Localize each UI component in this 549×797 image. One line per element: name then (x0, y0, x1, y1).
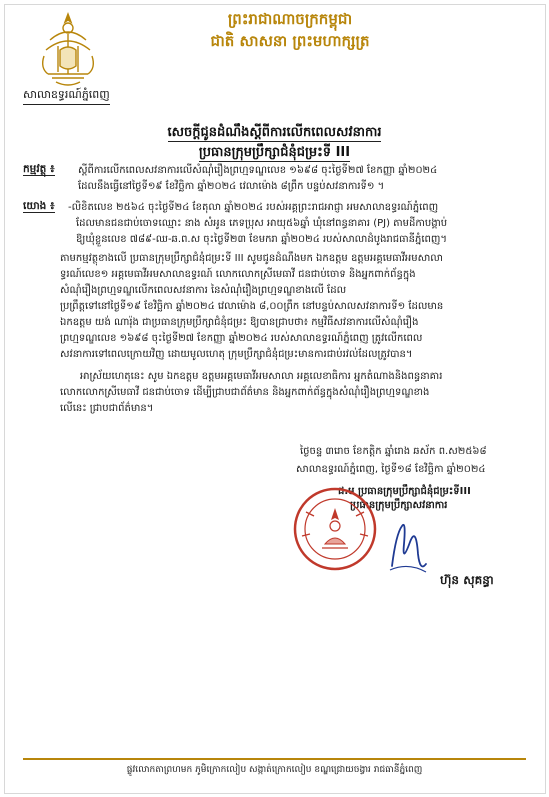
signer-name: ហ៊ុន សុគន្ធា (440, 573, 494, 587)
subject-line: ដែលនឹងធ្វើនៅថ្ងៃទី១៩ ខែវិច្ឆិកា ឆ្នាំ២០២៤ វេលាម៉ោង ៨ព្រឹក បន្ទប់សវនាការទី១ ។ (78, 181, 385, 192)
signer-position: ជ.ម ប្រធានក្រុមប្រឹក្សាជំនុំជម្រះទីIII (338, 486, 471, 497)
royal-emblem-icon (36, 10, 100, 92)
body-line: ព្រហ្មទណ្ឌលេខ ១៦៩៨ ចុះថ្ងៃទី២៧ ខែកញ្ញា ឆ្នាំ២០២៤ របស់សាលាឧទ្ធរណ៍ភ្នំពេញ ត្រូវលើកពេល (60, 333, 423, 344)
closing-line: លោកលោកស្រីមេធាវី ជនជាប់ចោទ ដើម្បីជ្រាបជាព័ត៌មាន និងអ្នកពាក់ព័ន្ធក្នុងសំណុំរឿងព្រហ្មទណ្ឌខាង (60, 387, 430, 398)
footer-address: ផ្លូវលោកតាព្រហមក ភូមិក្រោកលៀប សង្កាត់ក្រោកលៀប ខណ្ឌជ្រោយចង្វារ រាជធានីភ្នំពេញ (126, 765, 423, 775)
document-title (0, 124, 549, 143)
lunar-date: ថ្ងៃចន្ទ ៣រោច ខែកត្តិក ឆ្នាំរោង ឆស័ក ព.ស២៥៦៨ (300, 446, 487, 457)
footer-divider (23, 758, 526, 760)
letterhead (190, 8, 390, 52)
solar-date: សាលាឧទ្ធរណ៍ភ្នំពេញ, ថ្ងៃទី១៨ ខែវិច្ឆិកា ឆ្នាំ២០២៤ (296, 464, 486, 475)
reference-line: ដែលមានជនជាប់ចោទឈ្មោះ នាង សំអូន ភេទប្រុស អាយុ៥៦ឆ្នាំ ឃុំនៅពន្ធនាគារ (PJ) តាមដីកាបង្គាប់ (76, 218, 448, 229)
kingdom-title: ព្រះរាជាណាចក្រកម្ពុជា (227, 10, 353, 28)
reference-line: -លិខិតលេខ ២៥៦៤ ចុះថ្ងៃទី២៤ ខែតុលា ឆ្នាំ២០២៤ របស់អគ្គព្រះរាជអាជ្ញា អមសាលាឧទ្ធរណ៍ភ្នំពេញ (68, 202, 439, 213)
body-line: សវនាការទៅពេលក្រោយវិញ ដោយមូលហេតុ ក្រុមប្រឹក្សាជំនុំជម្រះមានការជាប់រវល់ដែលត្រូវបាន។ (60, 349, 413, 360)
title-line-2: ប្រធានក្រុមប្រឹក្សាជំនុំជម្រះទី III (198, 145, 351, 160)
official-seal-icon (292, 486, 378, 572)
signature-icon (386, 514, 430, 578)
reference-label: យោង ៖ (23, 200, 55, 212)
title-line-1: សេចក្ដីជូនដំណឹងស្ដីពីការលើកពេលសវនាការ (167, 125, 382, 140)
closing-line: លើនេះ ជ្រាបជាព័ត៌មាន។ (60, 403, 154, 414)
document-subtitle (0, 144, 549, 163)
court-name: សាលាឧទ្ធរណ៍ភ្នំពេញ (23, 88, 110, 105)
body-line: ទ្ធរណ៍លេខ១ អគ្គមេធាវីអមសាលាឧទ្ធរណ៍ លោកលោកស្រីមេធាវី ជនជាប់ចោទ និងអ្នកពាក់ព័ន្ធក្នុង (60, 269, 416, 280)
reference-line: ឱ្យឃុំខ្លួនលេខ ៧៨៩-ឈ-ឆ.ព.ស ចុះថ្ងៃទី២៣ ខែមករា ឆ្នាំ២០២៤ របស់សាលាដំបូងរាជធានីភ្នំពេញ។ (76, 234, 447, 245)
body-line: ឯកឧត្តម យង់ ណារ៉ុង ជាប្រធានក្រុមប្រឹក្សាជំនុំជម្រះ ឱ្យបានជ្រាបថា៖ កម្មវិធីសវនាការលើសំណុំរឿង (60, 317, 419, 328)
subject-label: កម្មវត្ថុ ៖ (23, 163, 55, 175)
signer-role: ប្រធានក្រុមប្រឹក្សាសវនាការ (350, 500, 448, 511)
body-line: តាមកម្មវត្ថុខាងលើ ប្រធានក្រុមប្រឹក្សាជំនុំជម្រះទី III សូមជូនដំណឹងមក ឯកឧត្តម ឧត្តមអគ្គមេធាវីអមសាលា (60, 253, 443, 264)
national-motto: ជាតិ សាសនា ព្រះមហាក្សត្រ (210, 32, 370, 50)
body-line: សំណុំរឿងព្រហ្មទណ្ឌលើកពេលសវនាការ នៃសំណុំរឿងព្រហ្មទណ្ឌខាងលើ ដែល (60, 285, 347, 296)
subject-line: ស្ដីពីការលើកពេលសវនាការលើសំណុំរឿងព្រហ្មទណ្ឌលេខ ១៦៩៨ ចុះថ្ងៃទី២៧ ខែកញ្ញា ឆ្នាំ២០២៤ (78, 165, 438, 176)
body-line: ប្រព្រឹត្តទៅនៅថ្ងៃទី១៩ ខែវិច្ឆិកា ឆ្នាំ២០២៤ វេលាម៉ោង ៨,០០ព្រឹក នៅបន្ទប់សាលសវនាការទី១ ដែលមាន (60, 301, 444, 312)
closing-line: អាស្រ័យហេតុនេះ សូម ឯកឧត្តម ឧត្តមអគ្គមេធាវីអមសាលា អគ្គលេខាធិការ អ្នកតំណាងនិងពន្ធនាគារ (80, 371, 443, 382)
